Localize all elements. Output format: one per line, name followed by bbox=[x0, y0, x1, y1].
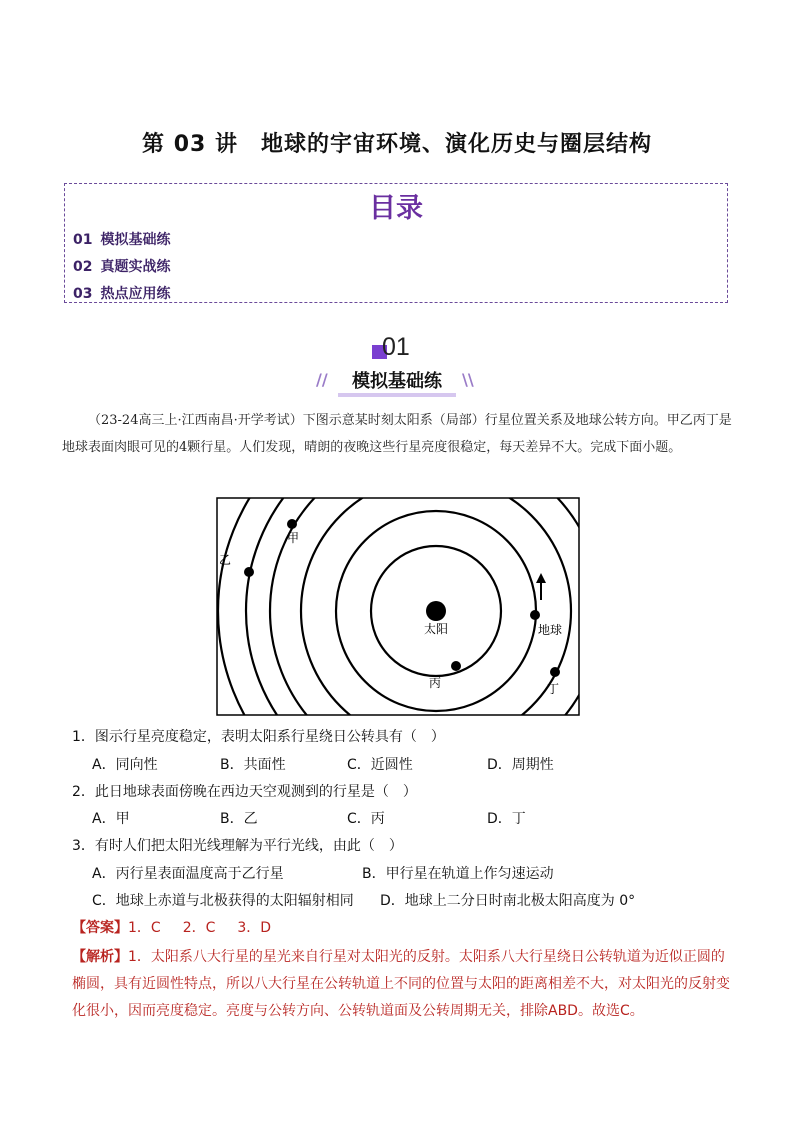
toc-item-2[interactable] bbox=[73, 256, 170, 276]
question-2-option-b[interactable]: B．乙 bbox=[220, 811, 258, 827]
question-1-option-a[interactable]: A．同向性 bbox=[92, 757, 158, 773]
section-number: 01 bbox=[382, 333, 410, 361]
diagram-frame bbox=[217, 498, 579, 715]
section-banner bbox=[316, 365, 478, 395]
analysis-text: 1．太阳系八大行星的星光来自行星对太阳光的反射。太阳系八大行星绕日公转轨道为近似正圆的椭圆，具有近圆性特点，所以八大行星在公转轨道上不同的位置与太阳的距离相差不大，对太阳光的反射变化很小，因而亮度稳定。亮度与公转方向、公转轨道面及公转周期无关，排除ABD。故选C。 bbox=[72, 949, 730, 1019]
label-earth: 地球 bbox=[538, 623, 563, 637]
answer-item-2: 2．C bbox=[182, 920, 216, 936]
analysis-tag: 【解析】 bbox=[72, 949, 128, 965]
question-2-stem: 2．此日地球表面傍晚在西边天空观测到的行星是（ ） bbox=[72, 784, 417, 800]
label-jia: 甲 bbox=[287, 531, 300, 545]
planet-yi bbox=[244, 567, 254, 577]
question-3-stem: 3．有时人们把太阳光线理解为平行光线，由此（ ） bbox=[72, 838, 403, 854]
planet-ding bbox=[550, 667, 560, 677]
section-number-badge bbox=[372, 333, 432, 363]
question-2-option-a[interactable]: A．甲 bbox=[92, 811, 130, 827]
question-intro: （23-24高三上·江西南昌·开学考试）下图示意某时刻太阳系（局部）行星位置关系及地球公转方向。甲乙丙丁是地球表面肉眼可见的4颗行星。人们发现，晴朗的夜晚这些行星亮度很稳定，每天差异不大。完成下面小题。 bbox=[62, 413, 732, 455]
label-yi: 乙 bbox=[219, 553, 232, 567]
label-sun: 太阳 bbox=[424, 622, 449, 636]
planet-bing bbox=[451, 661, 461, 671]
question-3-option-b[interactable]: B．甲行星在轨道上作匀速运动 bbox=[362, 866, 554, 882]
toc-heading: 目录 bbox=[369, 193, 423, 224]
page-title: 第 03 讲 地球的宇宙环境、演化历史与圈层结构 bbox=[142, 132, 652, 157]
toc-item-1[interactable] bbox=[73, 229, 170, 249]
toc-item-3[interactable] bbox=[73, 283, 170, 303]
banner-slash-right: \\ bbox=[462, 370, 474, 389]
question-3-option-c[interactable]: C．地球上赤道与北极获得的太阳辐射相同 bbox=[92, 893, 354, 909]
question-1-option-c[interactable]: C．近圆性 bbox=[347, 757, 413, 773]
question-2-option-c[interactable]: C．丙 bbox=[347, 811, 385, 827]
planet-jia bbox=[287, 519, 297, 529]
answer-item-3: 3．D bbox=[237, 920, 272, 936]
question-1-stem: 1．图示行星亮度稳定，表明太阳系行星绕日公转具有（ ） bbox=[72, 729, 445, 745]
question-2-option-d[interactable]: D．丁 bbox=[487, 811, 526, 827]
label-ding: 丁 bbox=[547, 682, 560, 696]
sun-icon bbox=[426, 601, 446, 621]
toc-item-label: 热点应用练 bbox=[100, 286, 171, 302]
toc-item-number: 02 bbox=[73, 259, 93, 275]
answer-line bbox=[72, 917, 293, 937]
answer-tag: 【答案】 bbox=[72, 920, 128, 936]
label-bing: 丙 bbox=[429, 676, 442, 690]
section-title: 模拟基础练 bbox=[338, 367, 456, 397]
toc-box bbox=[64, 183, 728, 303]
question-1-option-d[interactable]: D．周期性 bbox=[487, 757, 554, 773]
toc-item-label: 模拟基础练 bbox=[100, 232, 171, 248]
analysis-block bbox=[72, 944, 732, 1025]
toc-item-number: 01 bbox=[73, 232, 93, 248]
planet-earth bbox=[530, 610, 540, 620]
question-3-option-d[interactable]: D．地球上二分日时南北极太阳高度为 0° bbox=[380, 893, 636, 909]
toc-item-label: 真题实战练 bbox=[100, 259, 171, 275]
answer-item-1: 1．C bbox=[128, 920, 161, 936]
question-1-option-b[interactable]: B．共面性 bbox=[220, 757, 286, 773]
question-3-option-a[interactable]: A．丙行星表面温度高于乙行星 bbox=[92, 866, 284, 882]
toc-item-number: 03 bbox=[73, 286, 93, 302]
banner-slash-left: // bbox=[316, 370, 328, 389]
